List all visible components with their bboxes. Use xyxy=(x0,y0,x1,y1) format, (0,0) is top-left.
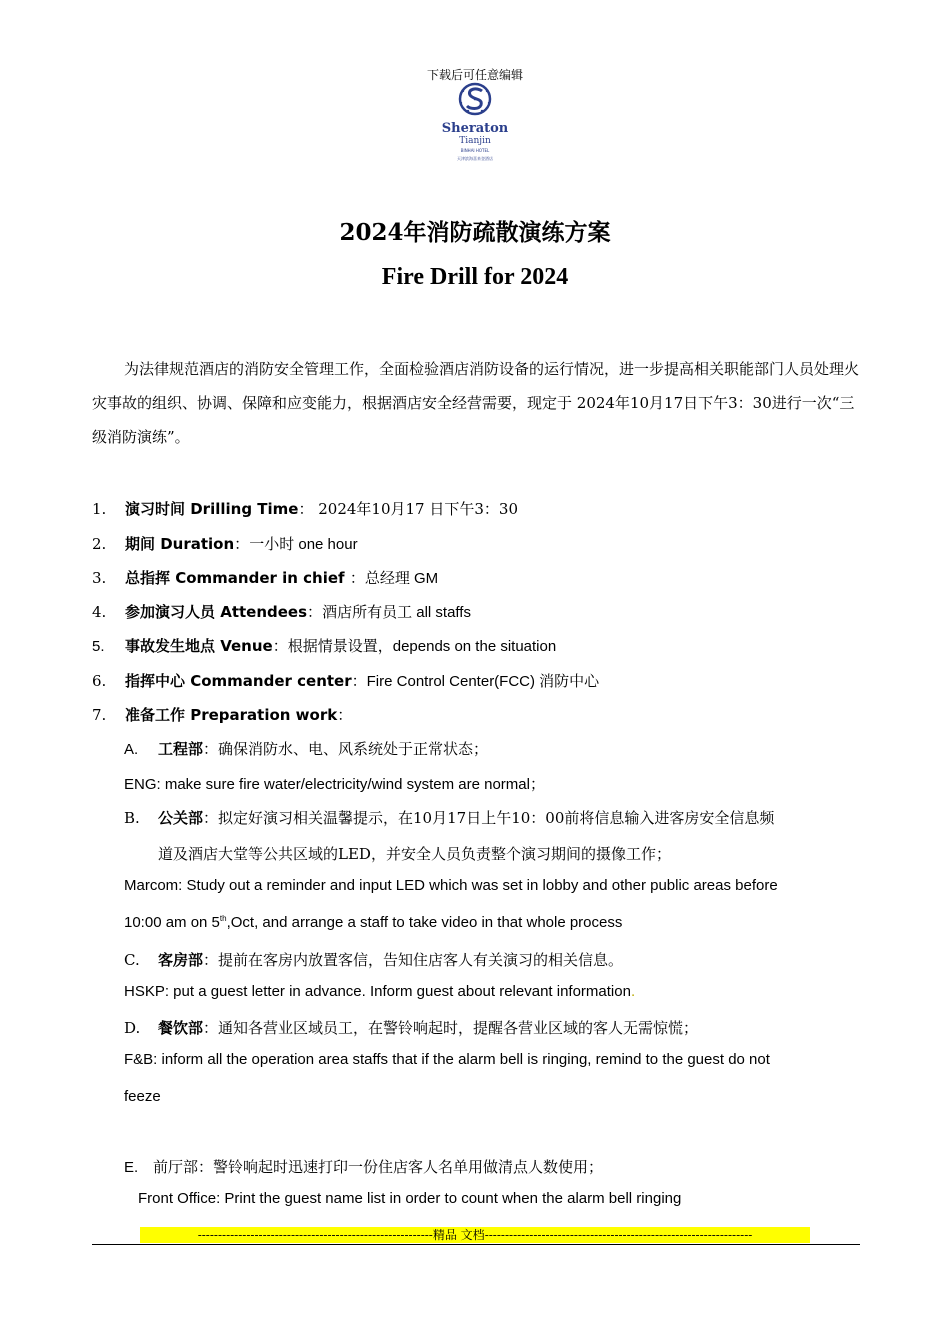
prep-text: ：提前在客房内放置客信，告知住店客人有关演习的相关信息。 xyxy=(203,951,624,969)
item-value: 酒店所有员工 all staffs xyxy=(322,604,471,621)
item-sep: ： xyxy=(272,637,288,655)
item-sep: ： xyxy=(307,603,323,621)
item-value: 根据情景设置，depends on the situation xyxy=(287,638,557,655)
item-attendees xyxy=(92,601,471,622)
prep-c-en-text: HSKP: put a guest letter in advance. Inform guest about relevant information xyxy=(124,983,631,1000)
item-value: 一小时 one hour xyxy=(249,536,358,553)
item-number: 5. xyxy=(92,638,105,655)
logo-cn: 天津滨海喜来登酒店 xyxy=(457,156,493,161)
prep-d-en-line1: F&B: inform all the operation area staffs that if the alarm bell is ringing, remind to the guest do not xyxy=(124,1051,770,1068)
item-number: 4. xyxy=(92,603,107,621)
prep-c-en-dot: . xyxy=(630,983,636,1000)
footer-dashes-left: ---------------------------------------------------------- xyxy=(197,1228,433,1242)
footer-highlight xyxy=(140,1227,810,1243)
item-number: 2. xyxy=(92,535,107,553)
item-number: 7. xyxy=(92,706,107,724)
item-sep: ： xyxy=(337,706,353,724)
footer-dashes-right: ------------------------------------------------------------------ xyxy=(484,1228,753,1242)
item-value: 2024年10月17 日下午3：30 xyxy=(313,500,518,518)
prep-d xyxy=(124,1017,698,1038)
prep-c-en xyxy=(124,983,635,1000)
prep-a xyxy=(124,738,488,759)
prep-text: ：通知各营业区域员工，在警铃响起时，提醒各营业区域的客人无需惊慌； xyxy=(203,1019,699,1037)
item-sep: ： xyxy=(349,569,365,587)
prep-dept: 公关部 xyxy=(158,809,204,827)
prep-dept: 客房部 xyxy=(158,951,204,969)
item-sep: ： xyxy=(351,672,367,690)
logo-tag: BINHAI HOTEL xyxy=(460,148,490,153)
item-commander-center xyxy=(92,670,599,691)
item-preparation xyxy=(92,704,352,725)
item-label: 期间 Duration xyxy=(125,535,235,553)
sheraton-s-crest-icon xyxy=(425,80,525,172)
prep-b-en-text-end: ,Oct, and arrange a staff to take video in that whole process xyxy=(226,914,623,931)
prep-dept: 工程部 xyxy=(158,740,204,758)
prep-number: C. xyxy=(124,951,140,969)
document-title-cn: 2024年消防疏散演练方案 xyxy=(339,219,611,246)
prep-e xyxy=(124,1156,603,1177)
prep-b-line2: 道及酒店大堂等公共区域的LED，并安全人员负责整个演习期间的摄像工作； xyxy=(158,845,671,863)
item-value: Fire Control Center(FCC) 消防中心 xyxy=(366,673,600,690)
prep-number: D. xyxy=(124,1019,141,1037)
prep-dept: 餐饮部 xyxy=(158,1019,204,1037)
intro-paragraph: 为法律规范酒店的消防安全管理工作，全面检验酒店消防设备的运行情况，进一步提高相关职能部门人员处理火灾事故的组织、协调、保障和应变能力，根据酒店安全经营需要，现定于 2024年10月17日下午3：30进行一次“三级消防演练”。 xyxy=(92,360,860,446)
hotel-logo xyxy=(425,80,525,172)
prep-text: 前厅部：警铃响起时迅速打印一份住店客人名单用做清点人数使用； xyxy=(153,1158,604,1176)
item-venue xyxy=(92,635,556,656)
prep-b-en-text: 10:00 am on 5 xyxy=(124,914,220,931)
item-commander xyxy=(92,567,438,588)
item-number: 3. xyxy=(92,569,107,587)
item-number: 1. xyxy=(92,500,107,518)
prep-a-en: ENG: make sure fire water/electricity/wind system are normal； xyxy=(124,776,545,793)
prep-b xyxy=(124,807,774,828)
footer-text: 精品 文档 xyxy=(432,1228,485,1242)
prep-number: A. xyxy=(124,741,139,758)
prep-d-en-line2: feeze xyxy=(124,1088,161,1105)
header-note: 下载后可任意编辑 xyxy=(426,68,523,82)
prep-e-en: Front Office: Print the guest name list in order to count when the alarm bell ringing xyxy=(138,1190,682,1207)
item-value: 总经理 GM xyxy=(364,570,439,587)
prep-b-en-sup: th xyxy=(219,914,227,923)
document-title-en: Fire Drill for 2024 xyxy=(381,264,569,290)
item-label: 总指挥 Commander in chief xyxy=(125,569,350,587)
item-label: 准备工作 Preparation work xyxy=(125,706,338,724)
item-label: 参加演习人员 Attendees xyxy=(125,603,308,621)
logo-city: Tianjin xyxy=(459,136,491,146)
footer-rule xyxy=(92,1244,860,1245)
item-number: 6. xyxy=(92,672,107,690)
item-drilling-time xyxy=(92,498,518,519)
logo-brand: Sheraton xyxy=(441,121,509,136)
prep-text: ：确保消防水、电、风系统处于正常状态； xyxy=(203,740,489,758)
prep-b-en-line1: Marcom: Study out a reminder and input LED which was set in lobby and other public areas before xyxy=(124,877,778,894)
item-sep: ： xyxy=(234,535,250,553)
item-label: 指挥中心 Commander center xyxy=(125,672,352,690)
prep-number: B. xyxy=(124,809,140,827)
item-label: 事故发生地点 Venue xyxy=(125,637,273,655)
item-duration xyxy=(92,533,358,554)
prep-text: ：拟定好演习相关温馨提示，在10月17日上午10：00前将信息输入进客房安全信息频 xyxy=(203,809,775,827)
prep-number: E. xyxy=(124,1159,139,1176)
prep-b-en-line2 xyxy=(124,914,622,931)
item-sep: ： xyxy=(298,500,314,518)
prep-c xyxy=(124,949,623,970)
item-label: 演习时间 Drilling Time xyxy=(125,500,299,518)
